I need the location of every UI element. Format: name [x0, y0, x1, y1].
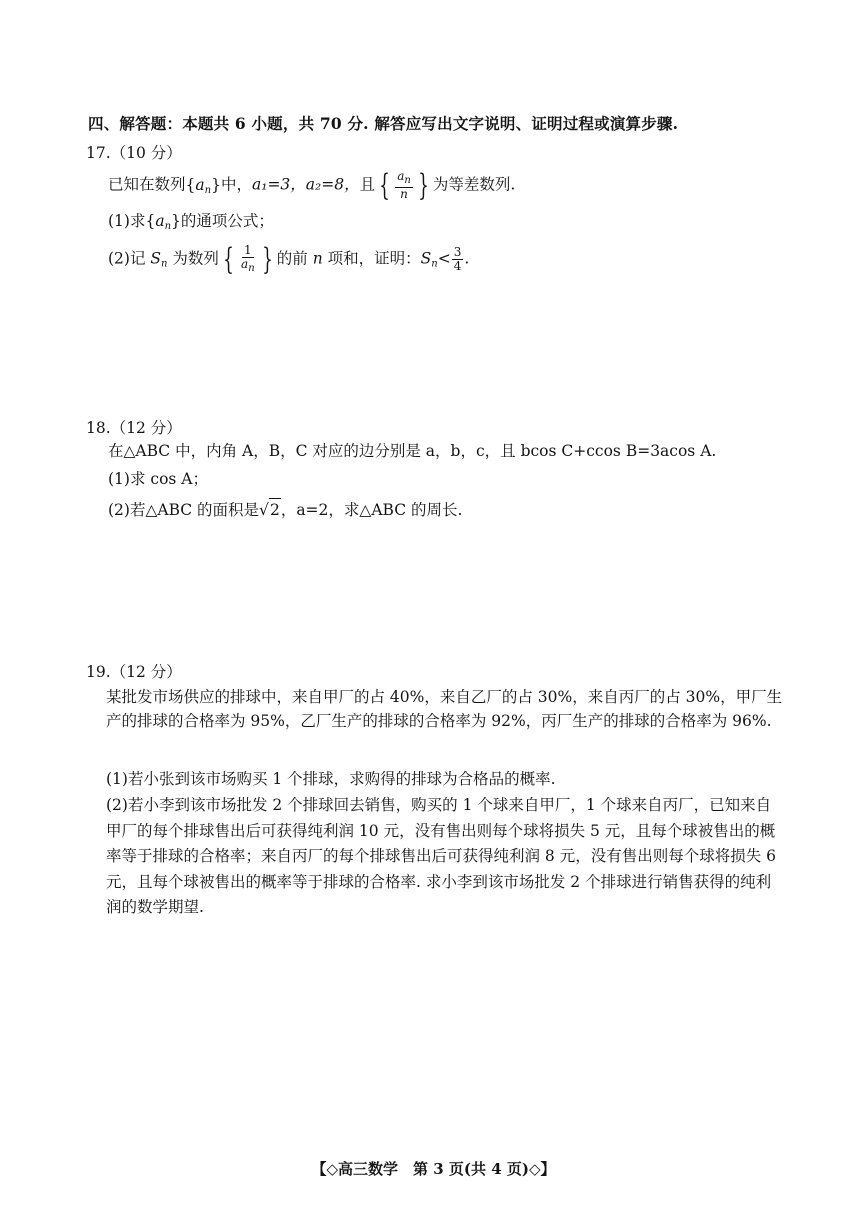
q17-fraction-an-over-n: $\frac{a_n}{n}$ [397, 169, 411, 201]
q18-number: 18.（12 分） [86, 419, 182, 437]
q17-stem-d: 为等差数列. [432, 175, 516, 194]
left-brace-icon: { [223, 241, 234, 277]
page-footer: 【◇高三数学 第 3 页(共 4 页)◇】 [311, 1160, 556, 1178]
q17-seq: $\{a_n\}$ [185, 175, 221, 196]
q17-stem [108, 167, 516, 203]
right-brace-icon: } [261, 241, 273, 277]
q17-fraction-1-over-an: $\frac{1}{a_n}$ [241, 243, 255, 274]
q18-stem: 在△ABC 中，内角 A，B，C 对应的边分别是 a，b，c，且 bcos C+ccos B=3acos A. [108, 442, 717, 460]
right-brace-icon: } [418, 167, 429, 203]
section-heading: 四、解答题：本题共 6 小题，共 70 分. 解答应写出文字说明、证明过程或演算步骤. [88, 114, 679, 133]
sqrt-icon: √ [259, 501, 269, 519]
left-brace-icon: { [379, 167, 390, 203]
q18-part2: (2)若△ABC 的面积是√2，a=2，求△ABC 的周长. [108, 498, 462, 521]
q17-fraction-3-over-4: $\frac{3}{4}$ [453, 245, 462, 273]
q17-stem-b: 中， [220, 175, 252, 194]
q17-part2: (2)记 $S_n$ 为数列 { $\frac{1}{a_n}$ } 的前 n 项和，证明：$S_n<$ $\frac{3}{4}$ . [108, 241, 470, 277]
q18-part1: (1)求 cos A； [108, 470, 208, 488]
q17-stem-a: 已知在数列 [108, 175, 186, 194]
q17-number: 17.（10 分） [86, 144, 182, 162]
q19-part2: (2)若小李到该市场批发 2 个排球回去销售，购买的 1 个球来自甲厂，1 个球来自丙厂，已知来自甲厂的每个排球售出后可获得纯利润 10 元，没有售出则每个球将损失 5 元，且每个球被售出的概率等于排球的合格率；来自丙厂的每个排球售出后可获得纯利润 8 元，没有售出则每个球将损失 6 元，且每个球被售出的概率等于排球的合格率. 求小李到该市场批发 2 个排球进行销售获得的纯利润的数学期望. [106, 796, 777, 916]
q17-stem-c: 且 [359, 175, 376, 194]
q19-part1: (1)若小张到该市场购买 1 个排球，求购得的排球为合格品的概率. [106, 770, 556, 788]
q19-stem: 某批发市场供应的排球中，来自甲厂的占 40%，来自乙厂的占 30%，来自丙厂的占 30%，甲厂生产的排球的合格率为 95%，乙厂生产的排球的合格率为 92%，丙厂生产的排球的合格率为 96%. [106, 688, 783, 730]
q17-a1: a₁=3，a₂=8， [251, 175, 360, 194]
q19-number: 19.（12 分） [86, 663, 182, 681]
q17-part1: (1)求$\{a_n\}$的通项公式； [108, 212, 274, 232]
